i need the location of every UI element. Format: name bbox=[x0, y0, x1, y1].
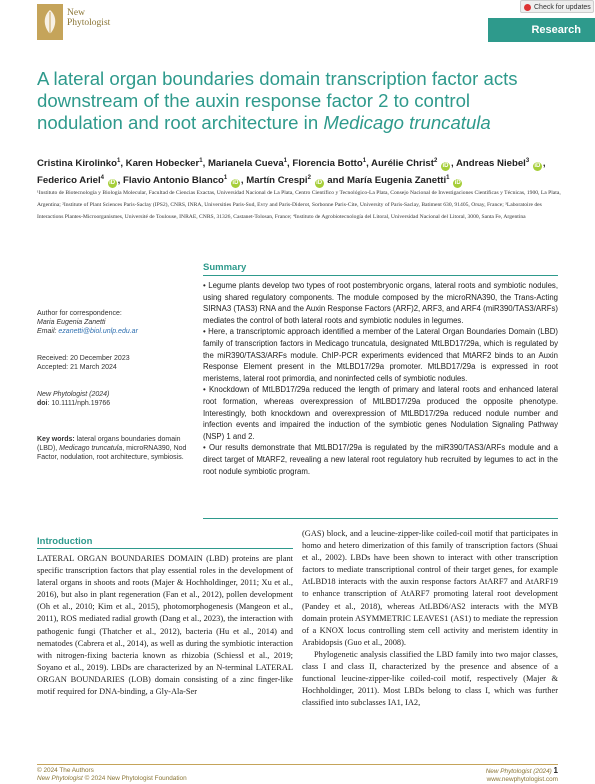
correspondence-label: Author for correspondence: bbox=[37, 310, 122, 317]
received-date: Received: 20 December 2023 bbox=[37, 355, 130, 362]
journal-name-line1: New bbox=[67, 8, 85, 18]
author-affiliation-sup: 2 bbox=[307, 175, 311, 182]
orcid-icon[interactable]: iD bbox=[109, 180, 116, 187]
author-name: Flavio Antonio Blanco bbox=[122, 175, 224, 187]
footer-citation bbox=[420, 767, 558, 784]
footer-website-link[interactable]: www.newphytologist.com bbox=[486, 776, 558, 783]
affiliations: ¹Instituto de Biotecnología y Biología Molecular, Facultad de Ciencias Exactas, Universidad Nacional de La Plata, Centro Científico y Tecnológico-La Plata, Consejo Nacional de Investigaciones Científicas y Técnicas, 1900, La Plata, Argentina; ²Institute of Plant Sciences Paris-Saclay (IPS2), CNRS, INRA, Universities Paris-Sud, Evry and Paris-Diderot, Sorbonne Paris-Cite, University of Paris-Saclay, Batiment 630, 91405, Orsay, France; ³Laboratoire des Interactions Plantes-Microorganismes, Université de Toulouse, INRAE, CNRS, 31326, Castanet-Tolosan, France; ⁴Instituto de Agrobiotecnología del Litoral, Universidad Nacional del Litoral, 3000, Santa Fe, Argentina bbox=[37, 190, 561, 220]
orcid-icon[interactable]: iD bbox=[534, 163, 541, 170]
journal-name bbox=[67, 8, 110, 28]
footer-divider bbox=[37, 764, 558, 765]
summary-heading: Summary bbox=[203, 262, 247, 273]
footer-copyright bbox=[37, 767, 187, 783]
orcid-icon[interactable]: iD bbox=[442, 163, 449, 170]
intro-paragraph-2: (GAS) block, and a leucine-zipper-like coiled-coil motif that participates in homo and hetero dimerization of this family of transcription factors (Shuai et al., 2002). LBDs have been shown to interact with other transcription factors to mediate transcriptional control of their target genes, for example AtLBD18 interacts with the auxin response factors AtARF7 and AtARF19 to enhance transcription of AtARF7 promoting lateral root development (Pandey et al., 2018), whereas AtLBD6/AS2 interacts with the MYB domain protein ASYMMETRIC LEAVES1 (AS1) to mediate the repression of a KNOX locus controlling stem cell activity and meristem identity in Arabidopsis (Guo et al., 2008). bbox=[302, 529, 558, 647]
orcid-icon[interactable]: iD bbox=[316, 180, 323, 187]
summary-bullet-4: • Our results demonstrate that MtLBD17/29a is regulated by the miR390/TAS3/ARFs module and a direct target of MtARF2, revealing a new lateral root regulatory hub recruited by legumes to act in the root nodule symbiotic program. bbox=[203, 443, 558, 476]
title-text: A lateral organ boundaries domain transcription factor acts downstream of the auxin response factor 2 to control nodulation and root architecture in bbox=[37, 68, 518, 133]
intro-paragraph-3: Phylogenetic analysis classified the LBD family into two major classes, class I and class II, characterized by the presence and absence of a functional leucine-zipper-like coiled-coil motif, respectively (Majer & Hochholdinger, 2011). Most LBDs belong to class I, which was further classified into subclasses IA1, IA2, bbox=[302, 649, 558, 708]
author-name: Karen Hobecker bbox=[125, 158, 200, 170]
footer-journal-year: New Phytologist (2024) bbox=[485, 768, 552, 775]
author-affiliation-sup: 4 bbox=[100, 175, 104, 182]
author-name: María Eugenia Zanetti bbox=[346, 175, 447, 187]
author-affiliation-sup: 3 bbox=[525, 158, 530, 164]
keywords-species: Medicago truncatula bbox=[59, 445, 123, 452]
journal-year: New Phytologist (2024) bbox=[37, 391, 110, 398]
author-name: Cristina Kirolinko bbox=[37, 158, 117, 170]
author-affiliation-sup: 2 bbox=[433, 158, 438, 164]
introduction-divider bbox=[37, 548, 293, 549]
author-affiliation-sup: 1 bbox=[446, 175, 450, 182]
keywords-label: Key words: bbox=[37, 436, 75, 443]
keywords-block bbox=[37, 435, 202, 462]
summary-text bbox=[203, 280, 558, 477]
author-affiliation-sup: 1 bbox=[362, 158, 367, 164]
footer-journal: New Phytologist bbox=[37, 775, 83, 782]
email-prefix: Email: bbox=[37, 328, 59, 335]
author-name: Florencia Botto bbox=[292, 158, 363, 170]
keywords-text-2: , microRNA390, Nod Factor, nodulation, root architecture, symbiosis. bbox=[37, 445, 187, 461]
orcid-icon[interactable]: iD bbox=[232, 180, 239, 187]
author-name: Martín Crespi bbox=[246, 175, 308, 187]
footer-copyright-line1: © 2024 The Authors bbox=[37, 767, 94, 774]
check-updates-button[interactable] bbox=[520, 0, 594, 13]
title-species: Medicago truncatula bbox=[323, 112, 491, 133]
author-name: Marianela Cueva bbox=[207, 158, 284, 170]
author-list: Cristina Kirolinko$^1$, Karen Hobecker$^1$, Marianela Cueva$^1$, Florencia Botto$^1$, Aurélie Christ$^2$ iD , Andreas Niebel$^3$ iD , Federico Ariel$^4$ iD , Flavio Antonio Blanco$^1$ iD , Martín Crespi$^2$ iD and María Eugenia Zanetti$^1$ iD bbox=[37, 158, 546, 187]
dates-block bbox=[37, 354, 207, 372]
summary-divider-bottom bbox=[203, 518, 558, 519]
intro-paragraph-1: LATERAL ORGAN BOUNDARIES DOMAIN (LBD) proteins are plant specific transcription factors that play essential roles in the development of lateral organs in shoots and roots (Majer & Hochholdinger, 2011; Xu et al., 2016), but also in plant regeneration (Fan et al., 2012), pollen development (Oh et al., 2010; Kim et al., 2015), photomorphogenesis (Mangeon et al., 2011), ROS mediated radial growth (Dang et al., 2023), the interaction with pathogenic fungi (Thatcher et al., 2012), bacteria (Hu et al., 2014) and nematodes (Cabrera et al., 2014), as well as during the symbiotic interaction with nitrogen-fixing bacteria known as rhizobia (Schiessl et al., 2019; Soyano et al., 2019). LBDs are characterized by an N-terminal LATERAL ORGAN BOUNDARIES (LOB) domain consisting of a zinc finger-like motif required for DNA-binding, a Gly-Ala-Ser bbox=[37, 554, 293, 697]
orcid-icon[interactable]: iD bbox=[454, 180, 461, 187]
correspondence-email-link[interactable]: ezanetti@biol.unlp.edu.ar bbox=[58, 328, 138, 335]
crossmark-icon bbox=[524, 4, 531, 11]
article-title bbox=[37, 68, 557, 134]
correspondence-name: Maria Eugenia Zanetti bbox=[37, 319, 106, 326]
leaf-icon bbox=[41, 8, 59, 36]
footer-copyright-line2: © 2024 New Phytologist Foundation bbox=[82, 775, 187, 782]
summary-bullet-3: • Knockdown of MtLBD17/29a reduced the length of primary and lateral roots and enhanced lateral root formation, whereas overexpression of MtLBD17/29a produced the opposite phenotype. Interestingly, both knockdown and overexpression of MtLBD17/29a reduced nodule number and infection events and impaired the induction of the symbiotic genes Nodulation Signaling Pathway (NSP) 1 and 2. bbox=[203, 385, 558, 441]
doi-value[interactable]: : 10.1111/nph.19766 bbox=[47, 400, 111, 407]
author-name: Aurélie Christ bbox=[371, 158, 434, 170]
check-updates-label: Check for updates bbox=[534, 4, 591, 11]
keywords-text-1: lateral organs boundaries domain (LBD), bbox=[37, 436, 181, 452]
body-column-right bbox=[302, 528, 558, 709]
page-number: 1 bbox=[553, 766, 558, 775]
body-column-left bbox=[37, 553, 293, 698]
author-name: Andreas Niebel bbox=[455, 158, 526, 170]
summary-bullet-2: • Here, a transcriptomic approach identified a member of the Lateral Organ Boundaries Domain (LBD) family of transcription factors in Medicago truncatula, designated MtLBD17/29a, which is regulated by the miR390/TAS3/ARFs module. ChIP-PCR experiments evidenced that MtARF2 binds to an Auxin Response Element present in the MtLBD17/29a promoter. MtLBD17/29a is expressed in root meristems, lateral root primordia, and noninfected cells of symbiotic nodules. bbox=[203, 327, 558, 383]
citation-block bbox=[37, 390, 207, 408]
summary-bullet-1: • Legume plants develop two types of root postembryonic organs, lateral roots and symbiotic nodules, using shared regulatory components. The module composed by the microRNA390, the Trans-Acting SIRNA3 (TAS3) RNA and the Auxin Response Factors (ARF)2, ARF3, and ARF4 (miR390/TAS3/ARFs) mediates the control of both lateral roots and symbiotic nodules in legumes. bbox=[203, 281, 558, 325]
journal-name-line2: Phytologist bbox=[67, 18, 111, 28]
author-affiliation-sup: 1 bbox=[116, 158, 121, 164]
author-affiliation-sup: 1 bbox=[199, 158, 203, 164]
author-affiliation-sup: 1 bbox=[283, 158, 288, 164]
summary-divider bbox=[203, 275, 558, 276]
accepted-date: Accepted: 21 March 2024 bbox=[37, 364, 117, 371]
correspondence-block bbox=[37, 309, 207, 336]
introduction-heading: Introduction bbox=[37, 536, 93, 547]
section-tab: Research bbox=[488, 18, 595, 42]
author-name: Federico Ariel bbox=[37, 175, 101, 187]
author-affiliation-sup: 1 bbox=[223, 175, 228, 182]
doi-label: doi bbox=[37, 400, 48, 407]
